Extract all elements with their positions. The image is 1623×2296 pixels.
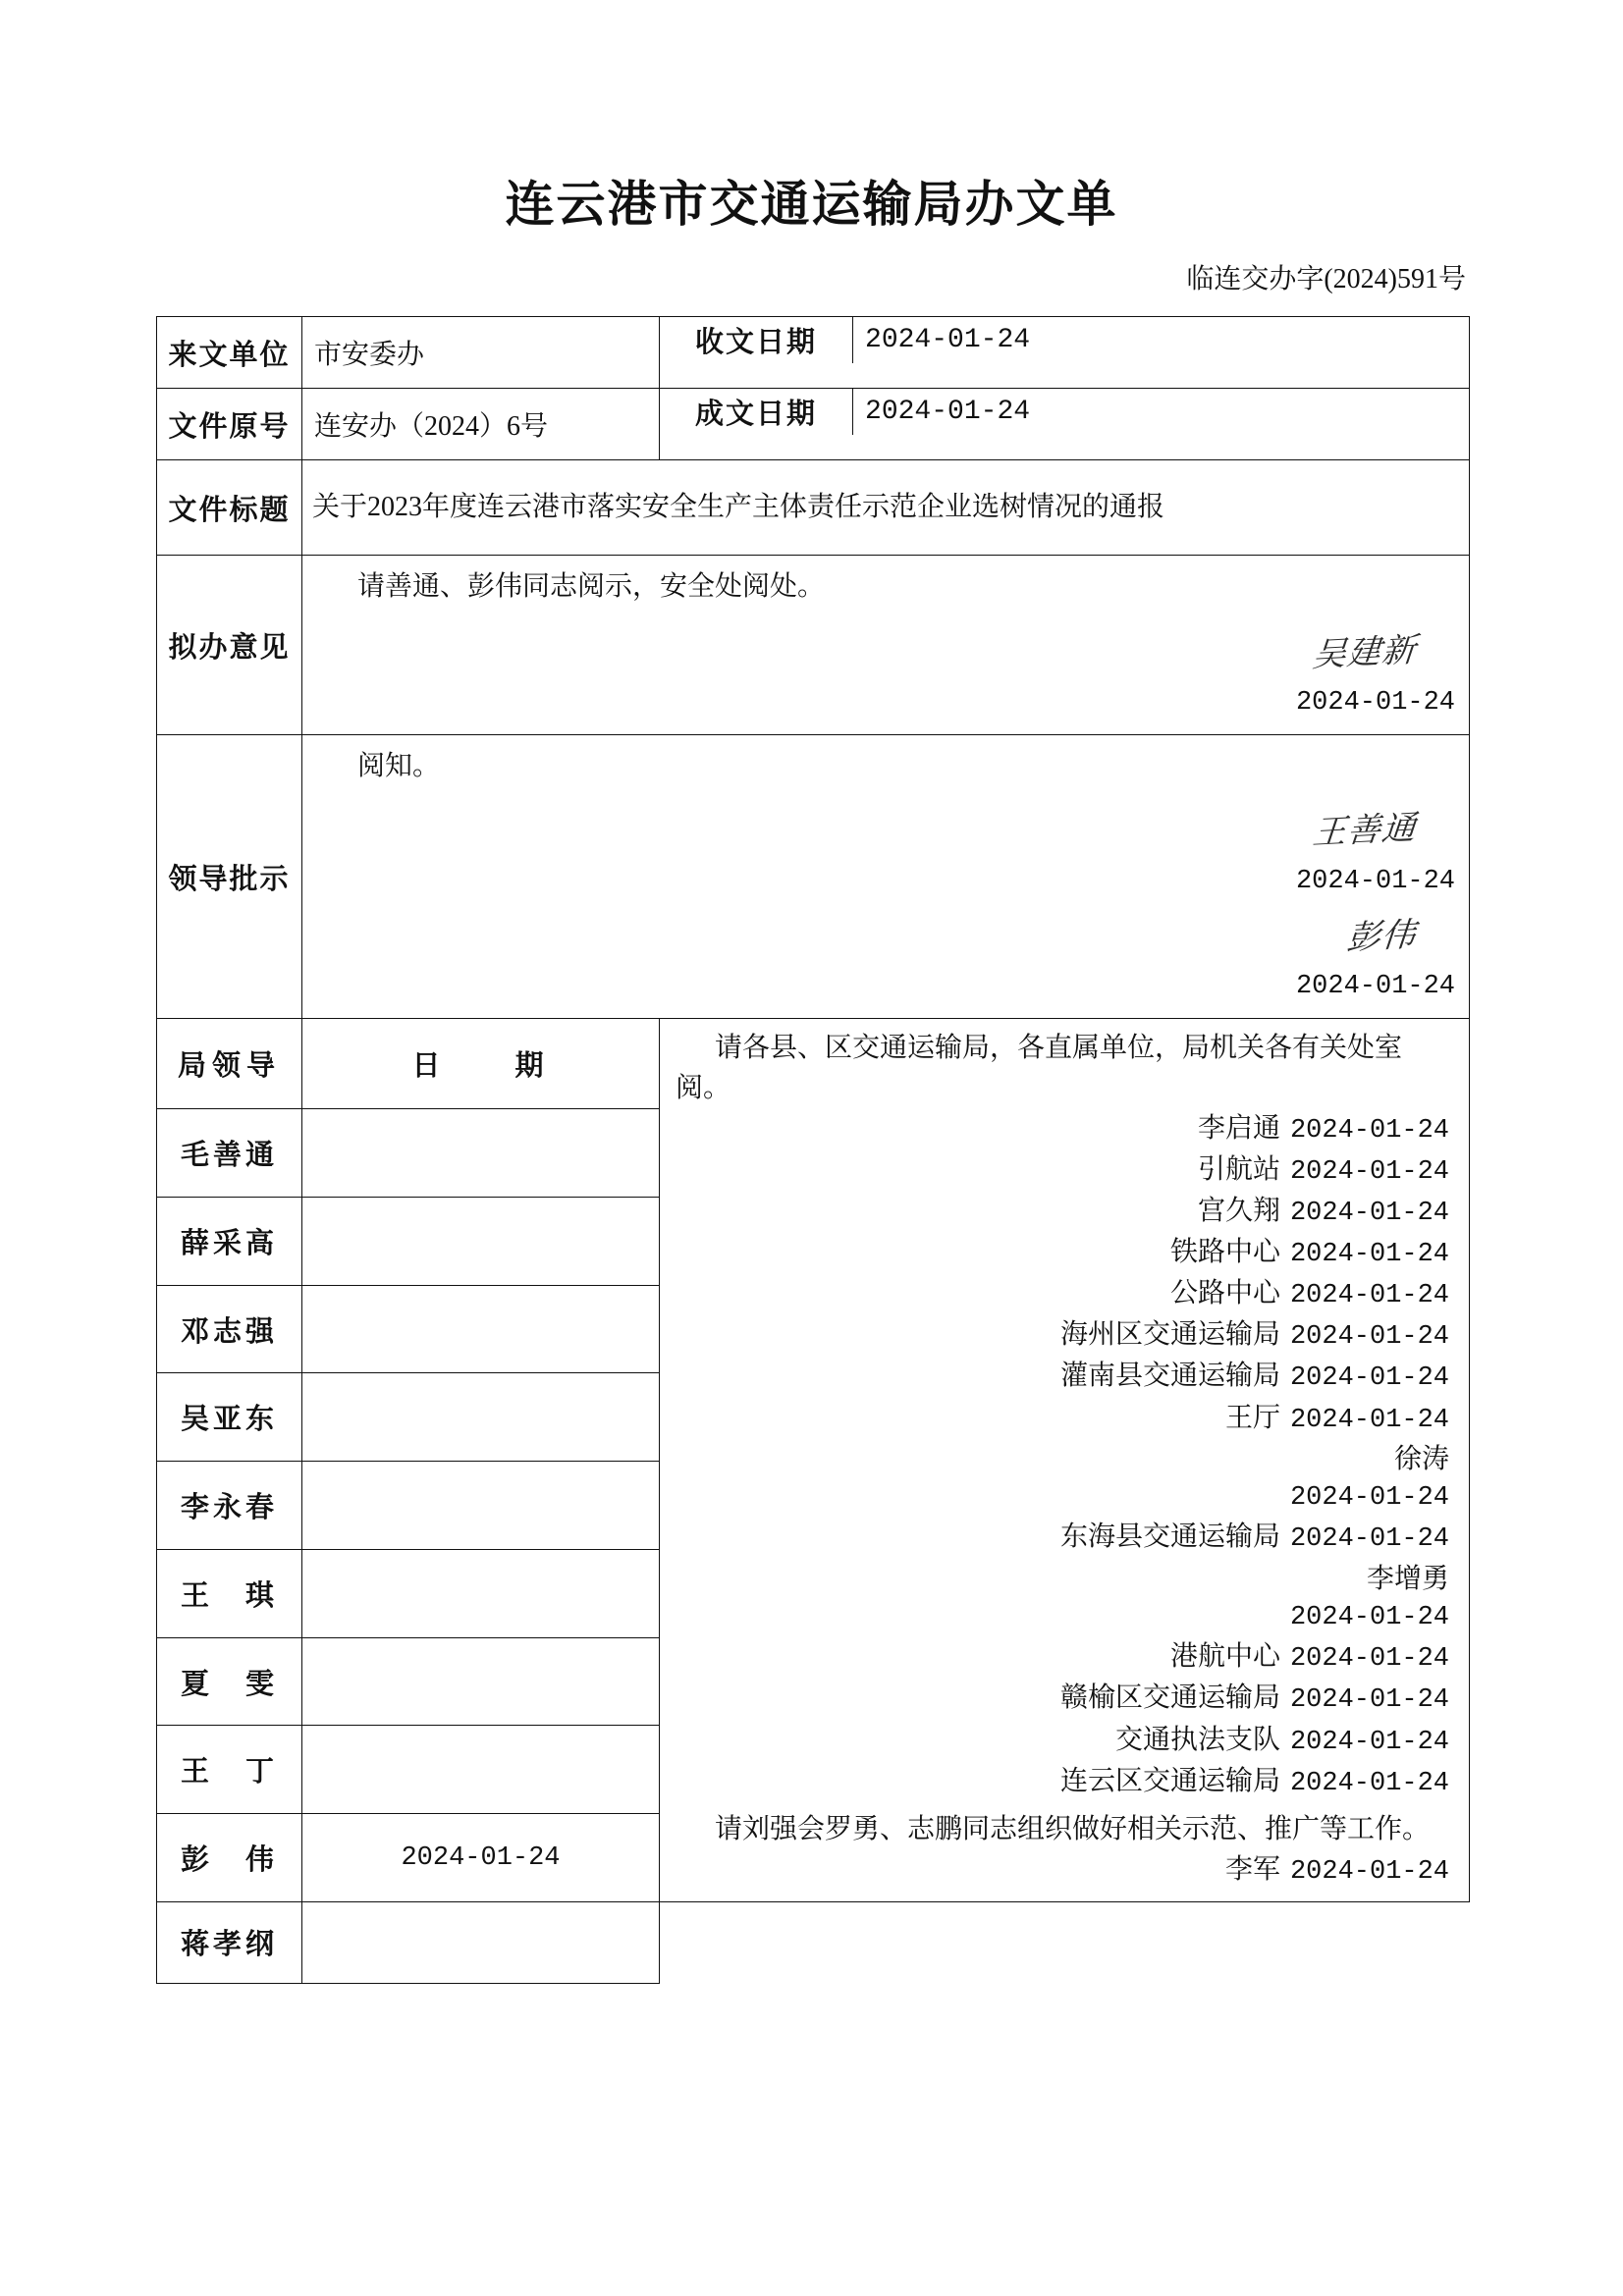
leader-name: 吴亚东 [157, 1373, 302, 1462]
signature-mark: 吴建新 [1311, 632, 1419, 674]
recipient-name: 东海县交通运输局 [1059, 1522, 1280, 1553]
proposal-cell [302, 556, 1470, 735]
recipient-date: 2024-01-24 [1289, 1281, 1450, 1311]
recipient-date: 2024-01-24 [1289, 1685, 1450, 1716]
recipient-date: 2024-01-24 [1289, 1156, 1450, 1187]
list-item [676, 1679, 1449, 1720]
leader-name: 蒋孝纲 [157, 1901, 302, 1983]
table-row [157, 735, 1470, 1019]
source-unit-label: 来文单位 [157, 317, 302, 389]
list-item [676, 1150, 1449, 1192]
list-item [676, 1637, 1449, 1679]
recipient-date: 2024-01-24 [1289, 1198, 1450, 1228]
leader-date[interactable] [302, 1462, 660, 1550]
source-unit-value: 市安委办 [302, 317, 660, 389]
leader-name: 夏 雯 [157, 1637, 302, 1726]
list-item [676, 1440, 1449, 1519]
distribution-cell [660, 1019, 1470, 1902]
recipient-date: 2024-01-24 [1289, 1239, 1450, 1269]
proposal-signature-block [318, 627, 1455, 725]
recipient-date: 2024-01-24 [1289, 1322, 1450, 1353]
leader-date[interactable] [302, 1285, 660, 1373]
recipient-name: 铁路中心 [1169, 1236, 1280, 1267]
completed-date-label: 成文日期 [660, 389, 853, 435]
recipient-date: 2024-01-24 [1289, 1363, 1450, 1394]
table-row [157, 389, 1470, 460]
table-row [157, 556, 1470, 735]
recipient-date: 2024-01-24 [1289, 1115, 1450, 1146]
recipient-date: 2024-01-24 [1289, 1524, 1450, 1555]
proposal-text: 请善通、彭伟同志阅示，安全处阅处。 [357, 571, 826, 602]
original-number-label: 文件原号 [157, 389, 302, 460]
page-title: 连云港市交通运输局办文单 [505, 177, 1118, 232]
recipient-name: 灌南县交通运输局 [1059, 1361, 1280, 1392]
leader-date[interactable] [302, 1901, 660, 1983]
signature-mark: 彭伟 [1345, 916, 1418, 957]
leader-date[interactable]: 2024-01-24 [302, 1814, 660, 1902]
original-number-value: 连安办（2024）6号 [302, 389, 660, 460]
recipient-date: 2024-01-24 [1289, 1644, 1450, 1675]
办文单-table [156, 316, 1470, 1984]
recipient-date: 2024-01-24 [1289, 1603, 1450, 1633]
list-item [676, 1721, 1449, 1762]
proposal-signature-date: 2024-01-24 [1295, 688, 1456, 719]
recipient-name: 李军 [1224, 1853, 1280, 1885]
recipient-name: 徐涛 [1394, 1443, 1450, 1474]
instruction-cell [302, 735, 1470, 1019]
recipient-date: 2024-01-24 [1289, 1856, 1450, 1887]
distribution-note: 请刘强会罗勇、志鹏同志组织做好相关示范、推广等工作。 [715, 1813, 1431, 1844]
leader-name: 薛采高 [157, 1197, 302, 1285]
recipient-date: 2024-01-24 [1289, 1483, 1450, 1514]
recipient-name: 交通执法支队 [1114, 1724, 1280, 1755]
recipient-name: 港航中心 [1169, 1641, 1280, 1673]
leaders-column-header: 局领导 [157, 1019, 302, 1109]
instruction-signature-date-1: 2024-01-24 [1295, 866, 1456, 896]
completed-date-cell [660, 389, 1470, 460]
leader-name: 王 丁 [157, 1726, 302, 1814]
list-item [676, 1274, 1449, 1315]
document-number: 临连交办字(2024)591号 [1186, 264, 1466, 294]
list-item [676, 1762, 1449, 1803]
leader-name: 王 琪 [157, 1549, 302, 1637]
list-item [676, 1357, 1449, 1398]
list-item [676, 1192, 1449, 1233]
received-date-label: 收文日期 [660, 317, 853, 363]
recipient-name: 赣榆区交通运输局 [1059, 1682, 1280, 1714]
file-title-label: 文件标题 [157, 460, 302, 556]
list-item [676, 1233, 1449, 1274]
recipient-date: 2024-01-24 [1289, 1768, 1450, 1798]
recipient-name: 海州区交通运输局 [1059, 1319, 1280, 1351]
list-item [676, 1399, 1449, 1440]
list-item [676, 1315, 1449, 1357]
list-item [676, 1518, 1449, 1559]
table-row [157, 317, 1470, 389]
table-row [157, 460, 1470, 556]
leader-date[interactable] [302, 1637, 660, 1726]
instruction-signature-date-2: 2024-01-24 [1295, 972, 1456, 1002]
recipient-name: 宫久翔 [1197, 1195, 1280, 1226]
file-title-value: 关于2023年度连云港市落实安全生产主体责任示范企业选树情况的通报 [302, 460, 1470, 556]
list-item [676, 1109, 1449, 1150]
signature-mark: 王善通 [1311, 810, 1419, 852]
list-item [676, 1560, 1449, 1638]
leader-name: 彭 伟 [157, 1814, 302, 1902]
completed-date-value: 2024-01-24 [865, 397, 1031, 427]
recipient-name: 连云区交通运输局 [1059, 1765, 1280, 1796]
received-date-cell [660, 317, 1470, 389]
leaders-date-column-header: 日 期 [302, 1019, 660, 1109]
recipient-date: 2024-01-24 [1289, 1405, 1450, 1435]
recipient-name: 引航站 [1197, 1153, 1280, 1185]
recipient-date: 2024-01-24 [1289, 1727, 1450, 1757]
recipient-name: 李增勇 [1367, 1563, 1450, 1594]
table-row [157, 1901, 1470, 1983]
distribution-intro: 请各县、区交通运输局，各直属单位，局机关各有关处室阅。 [676, 1033, 1403, 1103]
instruction-label: 领导批示 [157, 735, 302, 1019]
instruction-text: 阅知。 [357, 751, 441, 782]
leader-date[interactable] [302, 1197, 660, 1285]
proposal-label: 拟办意见 [157, 556, 302, 735]
leader-name: 李永春 [157, 1462, 302, 1550]
leader-date[interactable] [302, 1549, 660, 1637]
leader-date[interactable] [302, 1373, 660, 1462]
instruction-signature-block-1 [318, 805, 1455, 903]
recipient-name: 王厅 [1224, 1402, 1280, 1433]
instruction-signature-block-2 [318, 911, 1455, 1009]
leader-date[interactable] [302, 1726, 660, 1814]
recipient-name: 公路中心 [1169, 1278, 1280, 1309]
leader-name: 毛善通 [157, 1109, 302, 1198]
list-item [676, 1850, 1449, 1892]
leader-date[interactable] [302, 1109, 660, 1198]
table-row [157, 1019, 1470, 1109]
leader-name: 邓志强 [157, 1285, 302, 1373]
recipient-name: 李启通 [1197, 1112, 1280, 1144]
received-date-value: 2024-01-24 [865, 325, 1031, 355]
